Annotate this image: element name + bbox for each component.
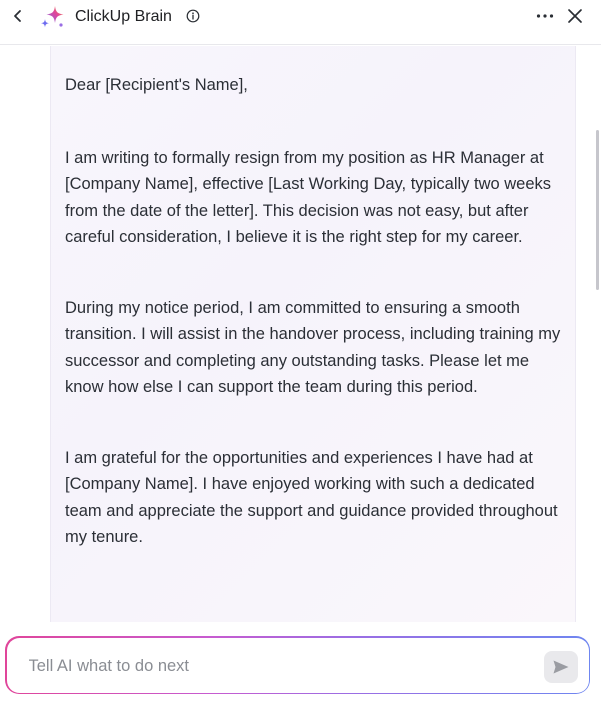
more-horizontal-icon bbox=[536, 13, 554, 19]
chevron-left-icon bbox=[12, 9, 24, 23]
resignation-letter bbox=[65, 72, 565, 551]
send-button[interactable] bbox=[544, 651, 578, 683]
letter-paragraph: During my notice period, I am committed to ensuring a smooth transition. I will assist in the handover process, including training my successor and completing any outstanding tasks. Please let me know how else I can support the team during this period. bbox=[65, 298, 561, 396]
ai-response-card bbox=[50, 46, 576, 622]
send-icon bbox=[552, 659, 570, 675]
close-button[interactable] bbox=[564, 5, 586, 27]
conversation-area[interactable] bbox=[0, 46, 601, 622]
letter-paragraph: I am writing to formally resign from my position as HR Manager at [Company Name], effective [Last Working Day, typically two weeks from the date of the letter]. This decision was not easy, but after careful consideration, I believe it is the right step for my career. bbox=[65, 148, 552, 246]
letter-paragraph: I am grateful for the opportunities and experiences I have had at [Company Name]. I have enjoyed working with such a dedicated team and appreciate the support and guidance provided throughout my tenure. bbox=[65, 448, 558, 546]
more-options-button[interactable] bbox=[533, 5, 557, 27]
scrollbar-thumb[interactable] bbox=[596, 130, 599, 290]
sparkle-icon bbox=[38, 3, 66, 31]
composer-inner bbox=[7, 638, 589, 693]
prompt-input[interactable] bbox=[27, 638, 521, 695]
close-icon bbox=[567, 8, 583, 24]
composer bbox=[5, 636, 590, 694]
info-icon[interactable] bbox=[186, 9, 200, 23]
back-button[interactable] bbox=[8, 6, 28, 26]
panel-title: ClickUp Brain bbox=[75, 8, 172, 25]
panel-header bbox=[0, 0, 601, 45]
letter-greeting: Dear [Recipient's Name], bbox=[65, 76, 248, 94]
